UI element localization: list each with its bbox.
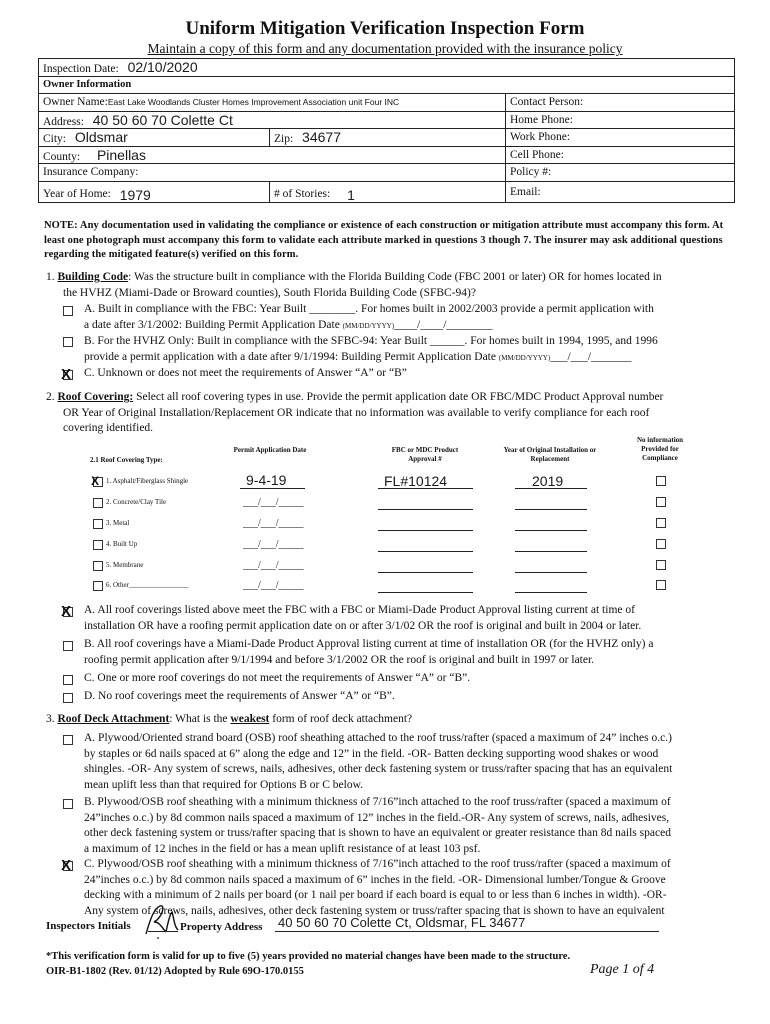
county-label: County:: [43, 150, 81, 163]
roof-type-checkbox[interactable]: [93, 498, 103, 508]
col-product-approval: FBC or MDC Product Approval #: [391, 446, 459, 463]
q3-option-a-line: shingles. -OR- Any system of screws, nails, adhesives, other deck fastening system or truss/rafter spacing that has an equivalent: [84, 763, 673, 775]
address-cell[interactable]: [39, 111, 506, 129]
q1-option-a-line-1: A. Built in compliance with the FBC: Year Built ________. For homes built in 2002/2003 provide a permit application with: [84, 303, 654, 315]
q1-b-date-blank: ___/___/_______: [550, 350, 632, 363]
q1-option-b: [84, 334, 744, 366]
roof-type-checkbox[interactable]: [93, 561, 103, 571]
q2-number: 2.: [46, 391, 55, 403]
q1-b-date-format: (MM/DD/YYYY): [498, 353, 551, 362]
q1-option-a-line-2: a date after 3/1/2002: Building Permit Application Date: [84, 318, 340, 331]
roof-year-value[interactable]: 2019: [532, 473, 564, 489]
q2-option-c-checkbox[interactable]: [63, 675, 73, 685]
roof-type-checkbox[interactable]: [93, 581, 103, 591]
q2-option-b-line-1: B. All roof coverings have a Miami-Dade Product Approval listing current at time of installation OR (for the HVHZ only) a: [84, 638, 654, 650]
q3-heading: Roof Deck Attachment: [57, 713, 170, 725]
form-subtitle: Maintain a copy of this form and any documentation provided with the insurance policy: [147, 41, 623, 56]
q1-heading: Building Code: [57, 271, 129, 283]
owner-information-heading: Owner Information: [39, 76, 735, 94]
insurance-company-label: Insurance Company:: [43, 166, 139, 179]
city-value[interactable]: Oldsmar: [74, 129, 128, 146]
col-roof-covering-type: 2.1 Roof Covering Type:: [90, 456, 163, 464]
insurance-company-cell[interactable]: [39, 164, 506, 182]
cell-phone-cell[interactable]: [506, 146, 735, 164]
stories-cell[interactable]: [270, 181, 506, 202]
home-phone-label: Home Phone:: [510, 113, 573, 126]
question-3: [46, 712, 736, 728]
q1-number: 1.: [46, 271, 55, 283]
q3-option-a-line: A. Plywood/Oriented strand board (OSB) roof sheathing attached to the roof truss/rafter (spaced a maximum of 24” inches o.c.): [84, 732, 672, 744]
roof-permit-date[interactable]: ___/___/_____: [243, 580, 304, 591]
roof-type-label: 2. Concrete/Clay Tile: [106, 498, 167, 506]
roof-year-line: [515, 572, 587, 573]
q3-option-a-checkbox[interactable]: [63, 735, 73, 745]
roof-no-info-checkbox[interactable]: [656, 476, 666, 486]
roof-no-info-checkbox[interactable]: [656, 497, 666, 507]
col-permit-date: Permit Application Date: [233, 446, 307, 454]
inspection-date-label: Inspection Date:: [43, 63, 119, 76]
roof-type-label: 3. Metal: [106, 519, 130, 527]
roof-year-line: [515, 509, 587, 510]
q1-option-b-checkbox[interactable]: [63, 337, 73, 347]
q1-option-a: [84, 302, 744, 334]
owner-name-label: Owner Name:: [43, 96, 108, 109]
q2-option-b-checkbox[interactable]: [63, 641, 73, 651]
roof-type-checkbox[interactable]: [93, 540, 103, 550]
q2-text: Select all roof covering types in use. Provide the permit application date OR FBC/MDC Product Approval number: [133, 391, 664, 403]
q3-option-a-line: by staples or 6d nails spaced at 6” along the edge and 12” in the field. -OR- Batten decking supporting wood shakes or wood: [84, 747, 659, 760]
q3-option-a: [84, 731, 744, 793]
policy-label: Policy #:: [510, 166, 552, 179]
q3-option-c: [84, 857, 744, 919]
owner-info-table: [38, 58, 735, 203]
work-phone-cell[interactable]: [506, 129, 735, 147]
roof-type-label: 1. Asphalt/Fiberglass Shingle: [106, 477, 189, 485]
inspectors-initials-label: Inspectors Initials: [46, 920, 131, 932]
roof-fbc-line: [378, 551, 473, 552]
q2-option-b: [84, 637, 744, 668]
q3-text-post: form of roof deck attachment?: [269, 713, 413, 725]
q3-option-b-line: other deck fastening system or truss/rafter spacing that is shown to have an equivalent or greater resistance than 8d nails spaced: [84, 827, 671, 839]
year-of-home-label: Year of Home:: [43, 187, 111, 200]
roof-permit-date[interactable]: ___/___/_____: [243, 560, 304, 571]
q3-option-c-check-mark: X: [61, 857, 72, 874]
q2-option-d-checkbox[interactable]: [63, 693, 73, 703]
roof-type-checkbox[interactable]: [93, 519, 103, 529]
roof-year-line: [515, 530, 587, 531]
q3-option-c-line: C. Plywood/OSB roof sheathing with a minimum thickness of 7/16”inch attached to the roof truss/rafter (spaced a maximum of: [84, 858, 671, 870]
q3-option-c-line: 24”inches o.c.) by 8d common nails spaced a maximum of 6” inches in the field. -OR- Dimensional lumber/Tongue & Groove: [84, 873, 666, 886]
home-phone-cell[interactable]: [506, 111, 735, 129]
contact-person-cell[interactable]: [506, 94, 735, 112]
roof-fbc-number[interactable]: FL#10124: [384, 473, 448, 489]
q2-option-a-line-1: A. All roof coverings listed above meet the FBC with a FBC or Miami-Dade Product Approval listing current at time of: [84, 604, 635, 616]
zip-cell[interactable]: [270, 129, 506, 147]
zip-label: Zip:: [274, 133, 294, 146]
roof-year-line: [515, 551, 587, 552]
q3-option-c-line: Any system of screws, nails, adhesives, other deck fastening system or truss/rafter spacing that is shown to have an equivalent: [84, 904, 665, 917]
roof-no-info-checkbox[interactable]: [656, 580, 666, 590]
q3-option-b-line: 24”inches o.c.) by 8d common nails spaced a maximum of 12” inches in the field.-OR- Any system of screws, nails, adhesives,: [84, 811, 670, 824]
form-title: Uniform Mitigation Verification Inspection Form: [185, 18, 585, 39]
roof-fbc-line: [378, 592, 473, 593]
q2-option-b-line-2: roofing permit application after 9/1/1994 and before 3/1/2002 OR the roof is original and built in 1997 or later.: [84, 653, 595, 666]
q1-option-c: C. Unknown or does not meet the requirements of Answer “A” or “B”: [84, 367, 407, 379]
roof-type-label: 6. Other_________________: [106, 581, 189, 589]
county-cell[interactable]: [39, 146, 506, 164]
q3-option-c-line: decking with a minimum of 2 nails per board (or 1 nail per board if each board is equal to or less than 6 inches in width). -OR-: [84, 889, 667, 901]
roof-no-info-checkbox[interactable]: [656, 539, 666, 549]
q1-option-c-check-mark: X: [61, 366, 72, 383]
roof-fbc-line: [378, 530, 473, 531]
address-value[interactable]: 40 50 60 70 Colette Ct: [92, 111, 233, 128]
roof-permit-date[interactable]: ___/___/_____: [243, 518, 304, 529]
stories-value[interactable]: 1: [347, 186, 355, 202]
property-address-line: [275, 931, 659, 932]
q3-text-pre: : What is the: [169, 713, 231, 725]
inspection-date-cell[interactable]: [39, 59, 735, 77]
owner-name-cell[interactable]: [39, 94, 506, 112]
validity-note: *This verification form is valid for up to five (5) years provided no material changes have been made to the structure.: [46, 951, 571, 962]
q3-option-b-line: B. Plywood/OSB roof sheathing with a minimum thickness of 7/16”inch attached to the roof truss/rafter (spaced a maximum of: [84, 796, 671, 808]
q2-option-d: D. No roof coverings meet the requirements of Answer “A” or “B”.: [84, 690, 395, 702]
zip-value[interactable]: 34677: [302, 129, 341, 146]
cell-phone-label: Cell Phone:: [510, 148, 564, 161]
roof-type-label: 5. Membrane: [106, 561, 144, 569]
q1-option-b-line-1: B. For the HVHZ Only: Built in compliance with the SFBC-94: Year Built ______. For homes built in 1994, 1995, and 1996: [84, 335, 658, 347]
col-no-information: No information Provided for Compliance: [636, 436, 684, 462]
q3-number: 3.: [46, 713, 55, 725]
city-cell[interactable]: [39, 129, 270, 147]
q3-option-a-line: mean uplift less than that required for Options B or C below.: [84, 778, 364, 791]
inspection-date-value[interactable]: 02/10/2020: [127, 59, 198, 76]
owner-name-value[interactable]: East Lake Woodlands Cluster Homes Improvement Association unit Four INC: [107, 97, 400, 108]
roof-permit-underline: [240, 488, 305, 489]
documentation-note: NOTE: Any documentation used in validating the compliance or existence of each construction or mitigation attribute must accompany this form. At least one photograph must accompany this form to validate each attribute marked in questions 3 though 7. The insurer may ask additional questions regarding the mitigated feature(s) verified on this form.: [44, 220, 724, 260]
form-identifier: OIR-B1-1802 (Rev. 01/12) Adopted by Rule 69O-170.0155: [46, 966, 304, 977]
q2-option-c: C. One or more roof coverings do not meet the requirements of Answer “A” or “B”.: [84, 672, 471, 684]
roof-fbc-line: [378, 572, 473, 573]
roof-permit-date[interactable]: 9-4-19: [246, 472, 287, 488]
q2-option-a-check-mark: X: [61, 603, 72, 620]
roof-no-info-checkbox[interactable]: [656, 518, 666, 528]
roof-type-label: 4. Built Up: [106, 540, 138, 548]
q2-option-a-line-2: installation OR have a roofing permit application date on or after 3/1/02 OR the roof is original and built in 2004 or later.: [84, 619, 642, 632]
property-address-value[interactable]: 40 50 60 70 Colette Ct, Oldsmar, FL 34677: [278, 915, 526, 930]
q1-option-a-checkbox[interactable]: [63, 306, 73, 316]
contact-person-label: Contact Person:: [510, 96, 584, 109]
roof-year-line: [515, 592, 587, 593]
question-1: [46, 270, 736, 301]
q2-text-2: OR Year of Original Installation/Replacement OR indicate that no information was available to verify compliance for each roof: [63, 406, 650, 419]
roof-no-info-checkbox[interactable]: [656, 560, 666, 570]
q2-option-a: [84, 603, 744, 634]
q3-option-b-checkbox[interactable]: [63, 799, 73, 809]
q2-heading: Roof Covering:: [57, 391, 134, 403]
q1-text-2: the HVHZ (Miami-Dade or Broward counties), South Florida Building Code (SFBC-94)?: [63, 286, 476, 299]
email-cell[interactable]: [506, 181, 735, 202]
q1-option-b-line-2: provide a permit application with a date after 9/1/1994: Building Permit Application Date: [84, 350, 496, 363]
roof-fbc-line: [378, 509, 473, 510]
inspector-initials-signature[interactable]: [140, 900, 182, 940]
col-year-installation: Year of Original Installation or Replacement: [503, 446, 597, 463]
q3-weakest: weakest: [230, 713, 270, 725]
property-address-label: Property Address: [180, 921, 263, 933]
q2-text-3: covering identified.: [63, 422, 154, 434]
city-label: City:: [43, 133, 67, 146]
address-label: Address:: [43, 115, 84, 128]
initials-underline: [148, 931, 178, 932]
year-of-home-value[interactable]: 1979: [119, 186, 151, 202]
q3-option-b: [84, 795, 744, 857]
email-label: Email:: [510, 185, 541, 198]
roof-permit-date[interactable]: ___/___/_____: [243, 497, 304, 508]
q1-text: : Was the structure built in compliance with the Florida Building Code (FBC 2001 or later) OR for homes located in: [128, 271, 662, 283]
county-value[interactable]: Pinellas: [96, 146, 146, 163]
q1-a-date-blank: ____/____/________: [394, 318, 493, 331]
policy-cell[interactable]: [506, 164, 735, 182]
roof-type-check-mark: X: [91, 474, 100, 488]
q1-a-date-format: (MM/DD/YYYY): [342, 321, 395, 330]
stories-label: # of Stories:: [274, 187, 331, 200]
work-phone-label: Work Phone:: [510, 131, 571, 144]
page-number: Page 1 of 4: [590, 962, 655, 977]
year-of-home-cell[interactable]: [39, 181, 270, 202]
q3-option-b-line: a maximum of 12 inches in the field or has a mean uplift resistance of at least 103 psf.: [84, 842, 481, 855]
roof-permit-date[interactable]: ___/___/_____: [243, 539, 304, 550]
question-2: [46, 390, 736, 437]
